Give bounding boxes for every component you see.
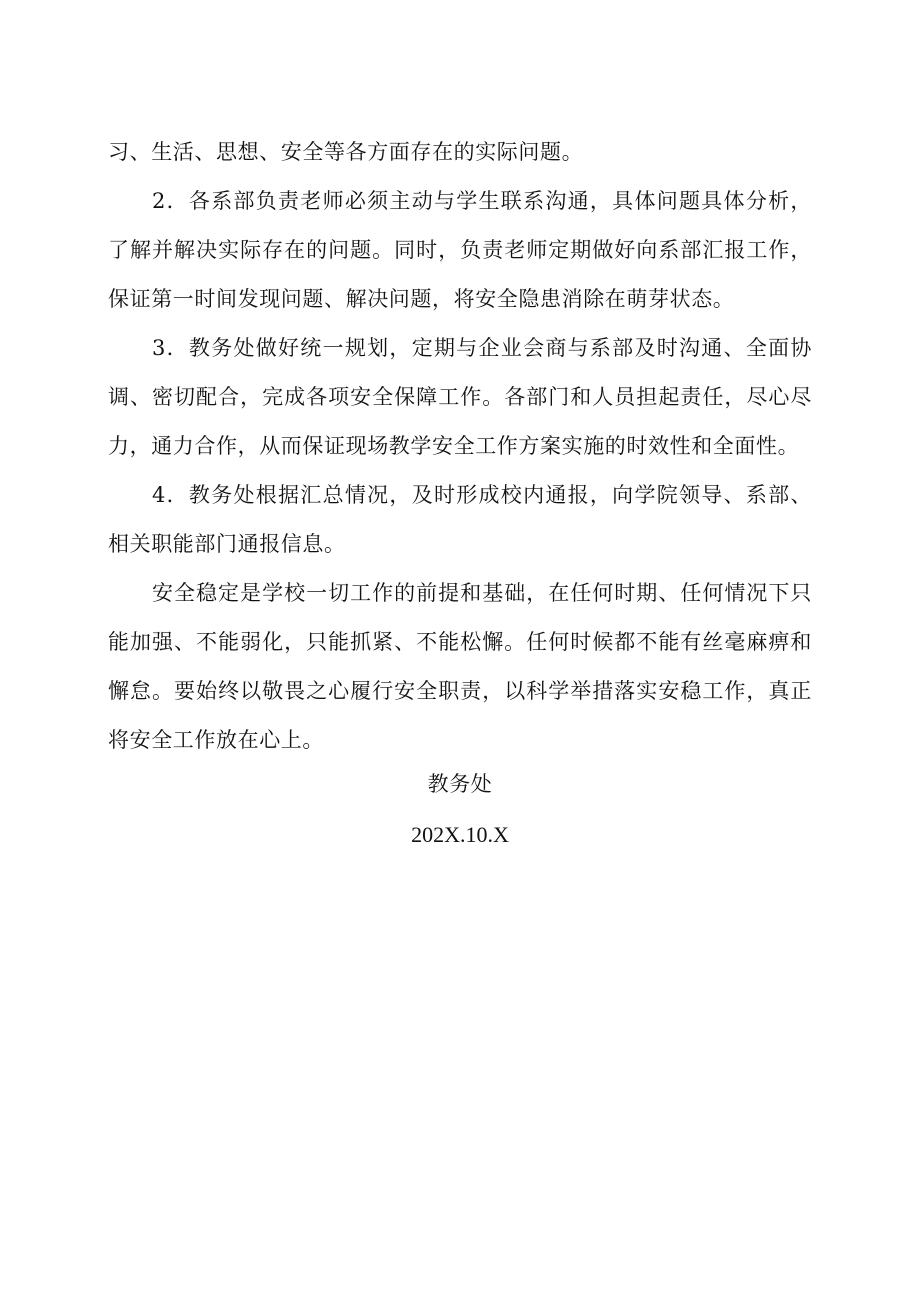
- item-number: 3: [152, 336, 166, 360]
- paragraph-item-4: [108, 471, 812, 569]
- item-number: 2: [152, 189, 166, 213]
- paragraph-continuation: [108, 128, 812, 177]
- signature-office: 教务处: [427, 772, 493, 796]
- paragraph-text: 安全稳定是学校一切工作的前提和基础，在任何时期、任何情况下只能加强、不能弱化，只能抓紧、不能松懈。任何时候都不能有丝毫麻痹和懈怠。要始终以敬畏之心履行安全职责，以科学举措落实安稳工作，真正将安全工作放在心上。: [108, 581, 812, 752]
- item-number: 4: [152, 483, 166, 507]
- paragraph-item-2: [108, 177, 812, 324]
- signature-date: 202X.10.X: [411, 822, 509, 847]
- paragraph-conclusion: [108, 569, 812, 765]
- paragraph-text: ．教务处根据汇总情况，及时形成校内通报，向学院领导、系部、相关职能部门通报信息。: [108, 483, 812, 556]
- paragraph-text: 习、生活、思想、安全等各方面存在的实际问题。: [108, 140, 584, 164]
- paragraph-text: ．教务处做好统一规划，定期与企业会商与系部及时沟通、全面协调、密切配合，完成各项安全保障工作。各部门和人员担起责任，尽心尽力，通力合作，从而保证现场教学安全工作方案实施的时效性和全面性。: [108, 336, 812, 458]
- document-body: [108, 128, 812, 765]
- paragraph-item-3: [108, 324, 812, 471]
- paragraph-text: ．各系部负责老师必须主动与学生联系沟通，具体问题具体分析，了解并解决实际存在的问题。同时，负责老师定期做好向系部汇报工作，保证第一时间发现问题、解决问题，将安全隐患消除在萌芽状态。: [108, 189, 812, 311]
